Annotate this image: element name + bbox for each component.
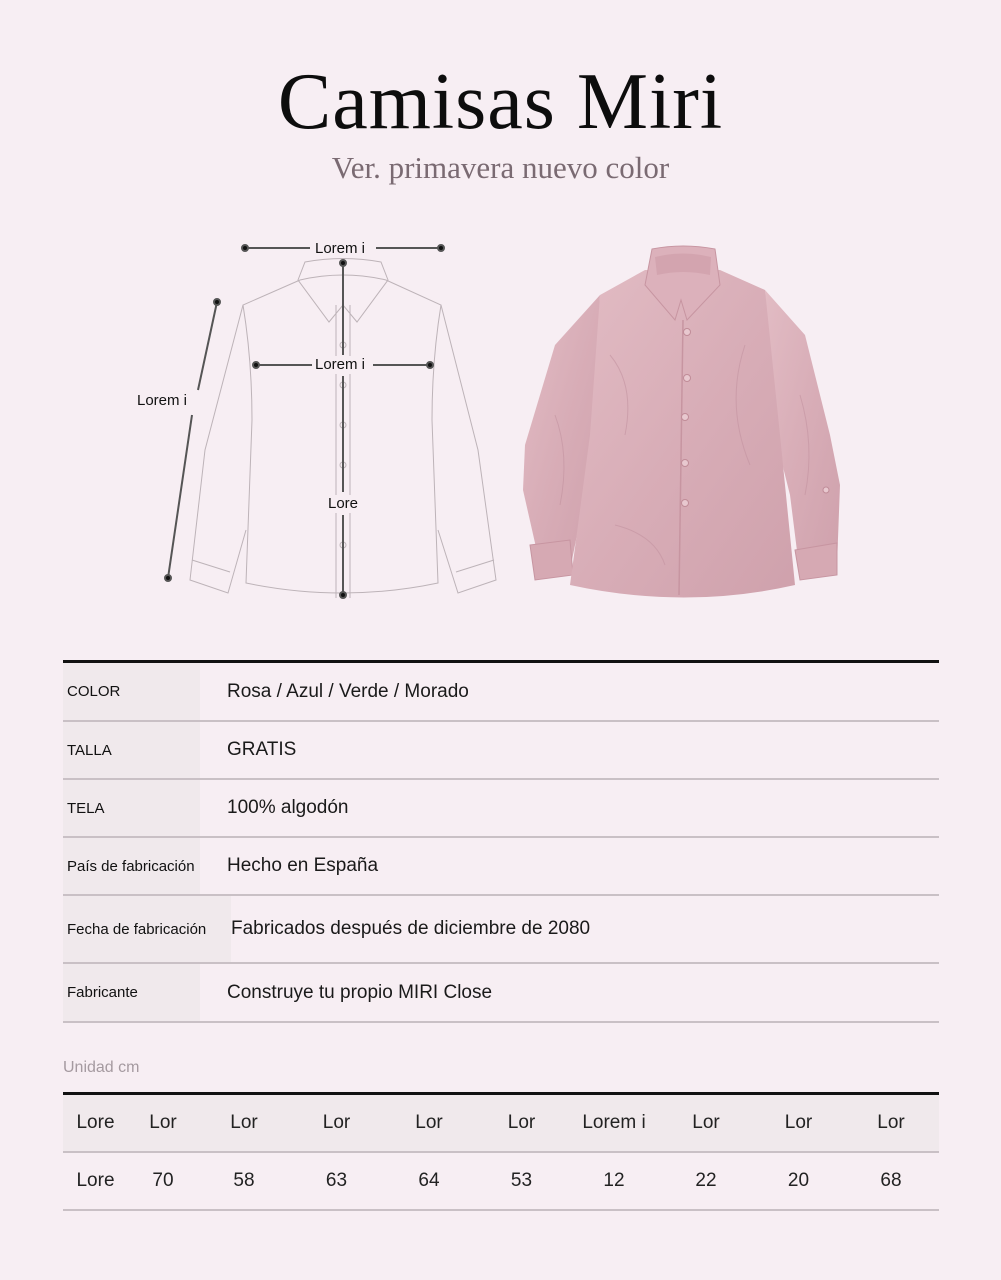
spec-table: [63, 660, 939, 1023]
sleeve-length-label: Lorem i: [137, 392, 188, 409]
unit-note: Unidad cm: [63, 1059, 140, 1076]
table-cell: 63: [325, 1170, 348, 1191]
spec-row-size: [63, 722, 939, 780]
spec-row-manufacturer: [63, 964, 939, 1023]
product-photo: [515, 235, 850, 610]
spec-value: Construye tu propio MIRI Close: [227, 981, 493, 1003]
spec-row-date: [63, 896, 939, 964]
table-cell: 68: [880, 1170, 902, 1191]
table-cell: Lore: [76, 1170, 115, 1191]
spec-row-country: [63, 838, 939, 896]
spec-row-fabric: [63, 780, 939, 838]
column-header: Lor: [322, 1112, 351, 1133]
spec-label: COLOR: [63, 663, 200, 720]
page-subtitle: Ver. primavera nuevo color: [331, 150, 670, 185]
table-cell: 58: [233, 1170, 255, 1191]
shoulder-width-label: Lorem i: [315, 240, 366, 257]
spec-label: TELA: [63, 780, 200, 836]
spec-label: Fabricante: [63, 964, 200, 1021]
page-title: Camisas Miri: [277, 58, 724, 146]
column-header: Lor: [877, 1112, 905, 1133]
column-header: Lore: [76, 1112, 115, 1133]
pink-shirt-image: [515, 235, 850, 610]
column-header: Lor: [784, 1112, 813, 1133]
column-header: Lor: [415, 1112, 443, 1133]
spec-value: Rosa / Azul / Verde / Morado: [227, 680, 469, 702]
column-header: Lor: [230, 1112, 258, 1133]
spec-value: GRATIS: [227, 739, 297, 760]
spec-value: Hecho en España: [227, 855, 379, 876]
measurement-diagram: [0, 220, 520, 620]
spec-row-color: [63, 663, 939, 722]
spec-value: Fabricados después de diciembre de 2080: [231, 918, 591, 939]
table-cell: 53: [510, 1170, 533, 1191]
spec-value: 100% algodón: [227, 797, 349, 818]
column-header: Lor: [507, 1112, 536, 1133]
chest-width-label: Lorem i: [315, 356, 366, 373]
spec-label: TALLA: [63, 722, 200, 778]
size-table-header: [63, 1095, 939, 1153]
table-cell: 22: [695, 1170, 717, 1191]
column-header: Lor: [149, 1112, 177, 1133]
column-header: Lorem i: [582, 1112, 646, 1133]
column-header: Lor: [692, 1112, 720, 1133]
table-cell: 20: [787, 1170, 810, 1191]
shirt-outline-icon: [0, 220, 520, 620]
body-length-label: Lore: [328, 495, 359, 512]
table-cell: 70: [152, 1170, 174, 1191]
table-row: [63, 1153, 939, 1211]
size-table: [63, 1092, 939, 1211]
table-cell: 12: [603, 1170, 625, 1191]
spec-label: Fecha de fabricación: [63, 896, 231, 962]
spec-label: País de fabricación: [63, 838, 200, 894]
table-cell: 64: [418, 1170, 440, 1191]
